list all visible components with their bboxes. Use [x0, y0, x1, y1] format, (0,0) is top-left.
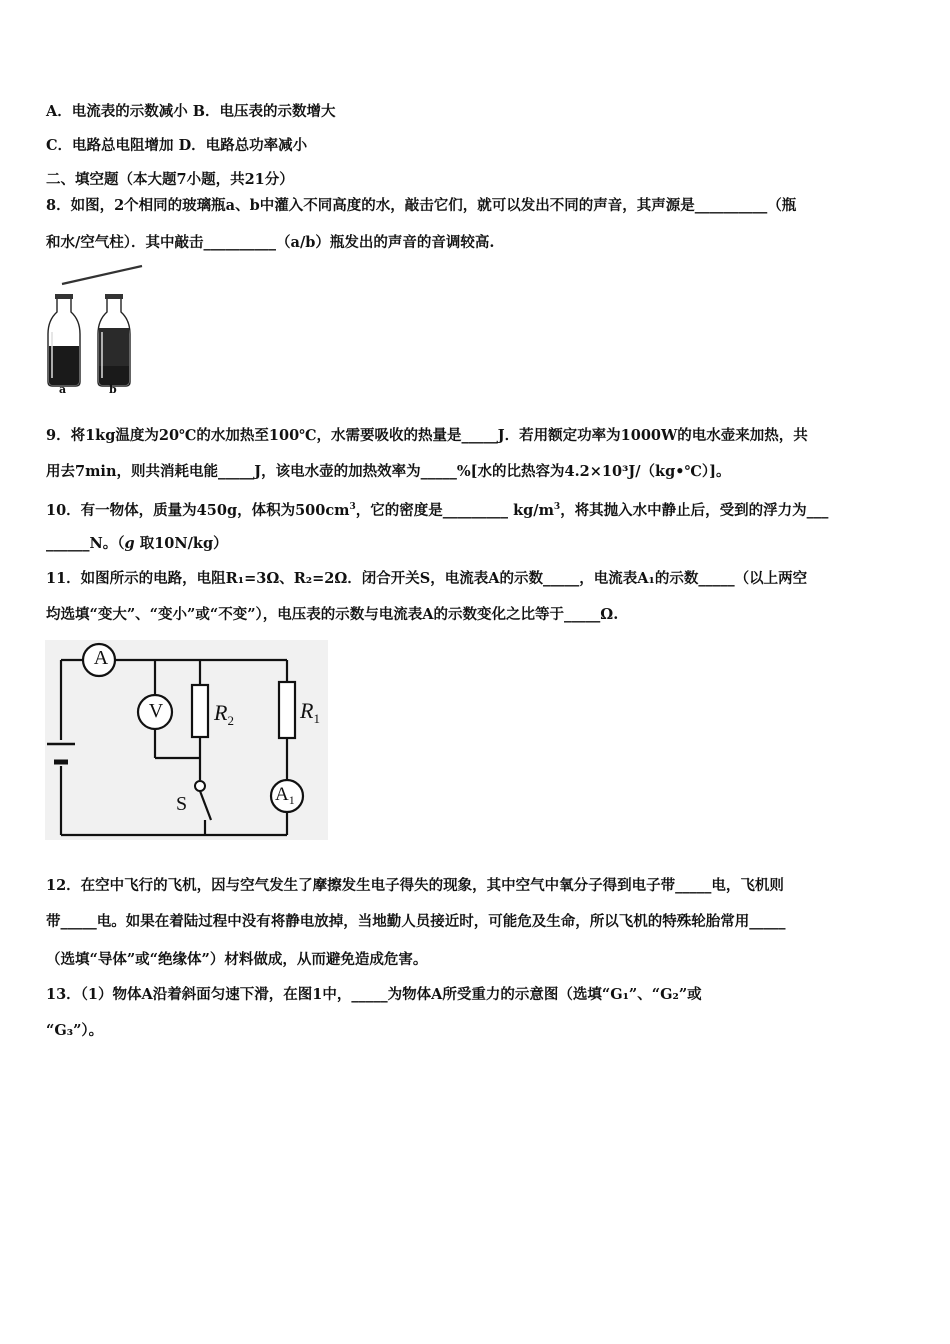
a1-subscript: 1	[288, 793, 295, 807]
resistor-r2-symbol	[192, 685, 208, 737]
r2-subscript: 2	[227, 713, 234, 728]
r1-letter: R	[300, 698, 314, 723]
resistor-r1-symbol	[279, 682, 295, 738]
q10-line-1-part-a: 10．有一物体，质量为450g，体积为500cm	[46, 502, 350, 519]
section-heading: 二、填空题（本大题7小题，共21分）	[46, 171, 294, 188]
bottle-a-label: a	[59, 383, 67, 396]
r2-letter: R	[214, 700, 228, 725]
bottle-b	[98, 294, 130, 386]
q10-sup-2: 3	[553, 502, 561, 512]
switch-pivot	[195, 781, 205, 791]
q10-line-1-part-b: ，它的密度是_________ kg/m	[355, 502, 554, 519]
q11-line-1: 11．如图所示的电路，电阻R₁=3Ω、R₂=2Ω．闭合开关S，电流表A的示数_____，电流表A₁的示数_____（以上两空	[46, 570, 808, 587]
q10-line-2	[46, 534, 910, 554]
q10-line-1-part-c: ，将其抛入水中静止后，受到的浮力为___	[560, 502, 829, 519]
q10-g-symbol: g	[124, 535, 135, 552]
q11-line-2: 均选填“变大”、“变小”或“不变”），电压表的示数与电流表A的示数变化之比等于_____Ω.	[46, 606, 619, 623]
a1-letter: A	[275, 784, 289, 805]
q12-line-1: 12．在空中飞行的飞机，因与空气发生了摩擦发生电子得失的现象，其中空气中氧分子得到电子带_____电，飞机则	[46, 877, 784, 894]
striking-stick	[62, 266, 142, 284]
bottle-a	[48, 294, 80, 386]
switch-label: S	[176, 793, 188, 815]
q13-line-1: 13．（1）物体A沿着斜面匀速下滑，在图1中，_____为物体A所受重力的示意图（选填“G₁”、“G₂”或	[46, 986, 702, 1003]
r1-label	[300, 698, 320, 727]
q7-options-line-1: A．电流表的示数减小 B．电压表的示数增大	[46, 103, 336, 120]
q8-line-1: 8．如图，2个相同的玻璃瓶a、b中灌入不同高度的水，敲击它们，就可以发出不同的声音，其声源是__________（瓶	[46, 197, 797, 214]
q10-sup-1: 3	[349, 502, 356, 512]
q9-line-1: 9．将1kg温度为20℃的水加热至100℃，水需要吸收的热量是_____J．若用额定功率为1000W的电水壶来加热，共	[46, 427, 808, 444]
voltmeter-label: V	[148, 700, 164, 722]
r2-label	[214, 700, 234, 729]
q10-line-2-part-a: ______N。（	[46, 535, 125, 552]
q13-line-2: “G₃”）。	[46, 1022, 104, 1039]
battery-symbol	[47, 744, 75, 762]
bottles-figure	[40, 262, 150, 400]
q9-line-2: 用去7min，则共消耗电能_____J，该电水壶的加热效率为_____%[水的比热容为4.2×10³J/（kg•℃）]。	[46, 463, 731, 480]
bottle-b-label: b	[109, 383, 117, 396]
q12-line-3: （选填“导体”或“绝缘体”）材料做成，从而避免造成危害。	[46, 951, 428, 968]
q10-line-1	[46, 497, 910, 521]
q10-line-2-part-b: 取10N/kg）	[134, 535, 228, 552]
r1-subscript: 1	[313, 711, 320, 726]
q7-options-line-2: C．电路总电阻增加 D．电路总功率减小	[46, 137, 308, 154]
q12-line-2: 带_____电。如果在着陆过程中没有将静电放掉，当地勤人员接近时，可能危及生命，所以飞机的特殊轮胎常用_____	[46, 913, 786, 930]
q8-line-2: 和水/空气柱）．其中敲击__________（a/b）瓶发出的声音的音调较高.	[46, 234, 495, 251]
ammeter-a-label: A	[93, 647, 109, 669]
ammeter-a1-label	[275, 784, 295, 808]
